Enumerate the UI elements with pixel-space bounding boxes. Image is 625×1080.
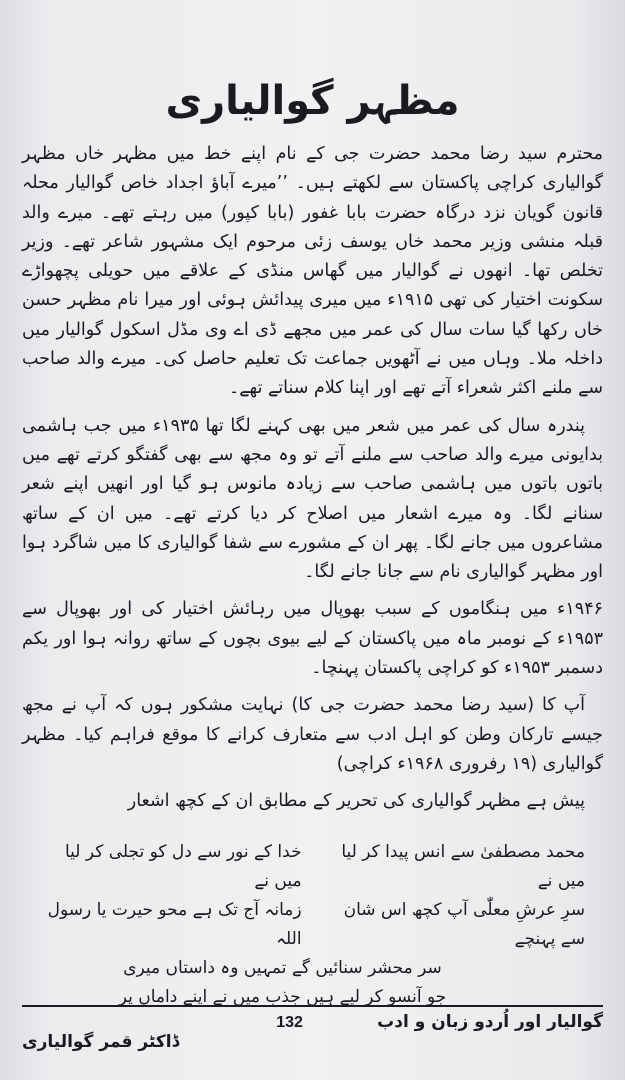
paragraph-1: محترم سید رضا محمد حضرت جی کے نام اپنے خط میں مظہر خاں مظہر گوالیاری کراچی پاکستان سے لکھتے ہیں۔ ’’میرے آباؤ اجداد خاص گوالیار محلہ قانون گویان نزد درگاہ حضرت بابا غفور (بابا کپور) میں رہتے تھے۔ میرے والد قبلہ منشی وزیر محمد خاں یوسف زئی مرحوم ایک مشہور شاعر تھے۔ وزیر تخلص تھا۔ انھوں نے گوالیار میں گھاس منڈی کے علاقے میں حویلی پچھواڑے سکونت اختیار کی تھی ۱۹۱۵ء میں میری پیدائش ہوئی اور میرا نام مظہر حسن خاں رکھا گیا سات سال کی عمر میں مجھے ڈی اے وی مڈل اسکول گوالیار میں داخلہ ملا۔ وہاں میں نے آٹھویں جماعت تک تعلیم حاصل کی۔ میرے والد صاحب سے ملنے اکثر شعراء آتے تھے اور اپنا کلام سناتے تھے۔ — [22, 144, 603, 399]
poem-line: سرِ عرشِ معلّٰی آپ کچھ اس شان سے پہنچے — [343, 900, 585, 949]
paragraph-2: پندرہ سال کی عمر میں شعر میں بھی کہنے لگا تھا ۱۹۳۵ء میں جب ہاشمی بدایونی میرے والد صاحب سے ملنے آتے تو وہ مجھ سے بھی گفتگو کرتے تھے میں باتوں باتوں میں ہاشمی صاحب سے زیادہ مانوس ہو گیا اور انھیں اپنے شعر سنانے لگا۔ وہ میرے اشعار میں اصلاح کر دیا کرتے تھے۔ میں ان کے ساتھ مشاعروں میں جانے لگا۔ پھر ان کے مشورے سے شفا گوالیاری کا میں شاگرد ہوا اور مظہر گوالیاری نام سے جانا جانے لگا۔ — [22, 415, 603, 583]
paragraph-3: ۱۹۴۶ء میں ہنگاموں کے سبب بھوپال میں رہائش اختیار کی اور بھوپال سے ۱۹۵۳ء کے نومبر ماہ میں پاکستان کے لیے بیوی بچوں کے ساتھ روانہ ہوا اور یکم دسمبر ۱۹۵۳ء کو کراچی پاکستان پہنچا۔ — [22, 599, 603, 679]
footer-book-title: گوالیار اور اُردو زبان و ادب — [377, 1012, 603, 1032]
page-footer — [22, 1012, 603, 1052]
paragraph-4: آپ کا (سید رضا محمد حضرت جی کا) نہایت مشکور ہوں کہ آپ نے مجھ جیسے تارکان وطن کو اہل ادب سے متعارف کرانے کا موقع فراہم کیا۔ مظہر گوالیاری (۱۹ رفروری ۱۹۶۸ء کراچی) — [22, 695, 603, 774]
paragraph-5: پیش ہے مظہر گوالیاری کی تحریر کے مطابق ان کے کچھ اشعار — [127, 791, 585, 812]
poem-line: خدا کے نور سے دل کو تجلی کر لیا میں نے — [64, 842, 302, 891]
poem-line-single: سر محشر سنائیں گے تمہیں وہ داستاں میری — [123, 958, 442, 978]
footer-divider — [22, 1005, 603, 1007]
footer-author: ڈاکٹر قمر گوالیاری — [22, 1032, 180, 1052]
poem-line-single: جو آنسو کر لیے ہیں جذب میں نے اپنے داماں پر — [118, 987, 447, 1007]
poem-couplet-2 — [40, 896, 585, 954]
page-number: 132 — [276, 1014, 303, 1031]
page-title: مظہر گوالیاری — [165, 78, 460, 124]
poem-line: زمانہ آج تک ہے محو حیرت یا رسول اللہ — [47, 900, 302, 949]
poem — [40, 838, 585, 1012]
poem-couplet-1 — [40, 838, 585, 896]
poem-line: محمد مصطفیٰ سے انس پیدا کر لیا میں نے — [341, 842, 585, 891]
body-text — [22, 140, 603, 817]
